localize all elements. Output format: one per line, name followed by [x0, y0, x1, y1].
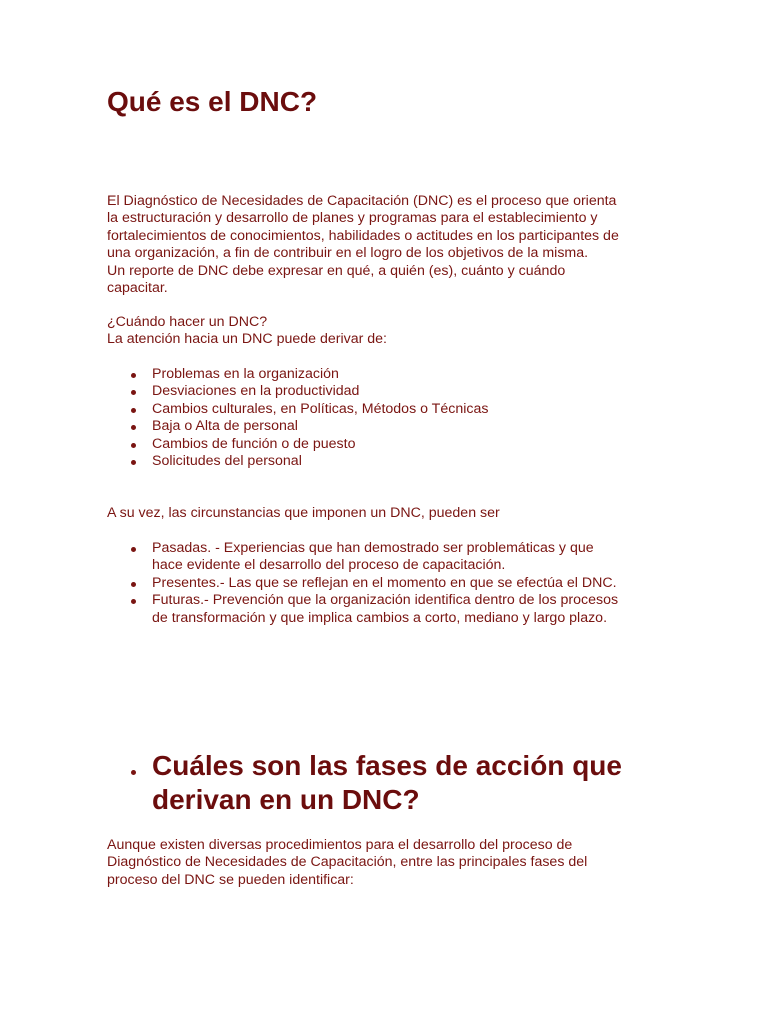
bullet-icon	[131, 425, 136, 430]
phases-line: proceso del DNC se pueden identificar:	[107, 871, 354, 888]
list-item	[107, 436, 488, 453]
intro-line: Un reporte de DNC debe expresar en qué, a quién (es), cuánto y cuándo	[107, 262, 566, 279]
list-item	[107, 383, 488, 400]
cause-text: Cambios culturales, en Políticas, Métodos o Técnicas	[152, 400, 489, 417]
cause-text: Cambios de función o de puesto	[152, 435, 356, 452]
heading-line: Cuáles son las fases de acción que	[152, 750, 622, 781]
intro-line: la estructuración y desarrollo de planes y programas para el establecimiento y	[107, 210, 598, 227]
circumstance-line: de transformación y que implica cambios a corto, mediano y largo plazo.	[152, 609, 608, 626]
cause-text: Problemas en la organización	[152, 366, 339, 382]
bullet-icon	[131, 373, 136, 378]
intro-line: fortalecimientos de conocimientos, habilidades o actitudes en los participantes de	[107, 227, 619, 244]
list-item	[107, 592, 618, 627]
phases-paragraph	[107, 837, 587, 889]
circumstance-line: Pasadas. - Experiencias que han demostrado ser problemáticas y que	[152, 540, 594, 556]
list-item	[107, 453, 488, 470]
bullet-icon	[131, 547, 136, 552]
circumstances-list	[107, 540, 618, 627]
intro-paragraph	[107, 193, 619, 297]
bullet-icon	[131, 582, 136, 587]
when-paragraph	[107, 314, 387, 349]
intro-line: El Diagnóstico de Necesidades de Capacitación (DNC) es el proceso que orienta	[107, 193, 617, 209]
bullet-icon	[131, 599, 136, 604]
section-heading	[107, 749, 622, 817]
phases-line: Diagnóstico de Necesidades de Capacitación, entre las principales fases del	[107, 854, 588, 871]
heading-line: derivan en un DNC?	[152, 784, 420, 815]
intro-line: capacitar.	[107, 280, 168, 297]
cause-text: Solicitudes del personal	[152, 453, 302, 470]
bullet-icon	[131, 443, 136, 448]
when-question: ¿Cuándo hacer un DNC?	[107, 314, 268, 330]
bullet-icon	[131, 460, 136, 465]
list-item	[107, 366, 488, 383]
when-intro: La atención hacia un DNC puede derivar de:	[107, 331, 387, 348]
causes-list	[107, 366, 488, 470]
page-title: Qué es el DNC?	[107, 86, 318, 117]
bullet-icon	[131, 390, 136, 395]
circumstance-line: Futuras.- Prevención que la organización identifica dentro de los procesos	[152, 592, 619, 609]
cause-text: Desviaciones en la productividad	[152, 383, 360, 400]
cause-text: Baja o Alta de personal	[152, 418, 298, 435]
circumstance-line: Presentes.- Las que se reflejan en el momento en que se efectúa el DNC.	[152, 574, 617, 591]
bullet-icon	[131, 408, 136, 413]
list-item	[107, 401, 488, 418]
list-item	[107, 418, 488, 435]
circumstance-line: hace evidente el desarrollo del proceso de capacitación.	[152, 557, 506, 574]
circumstances-intro: A su vez, las circunstancias que imponen un DNC, pueden ser	[107, 505, 500, 521]
bullet-icon	[131, 770, 136, 775]
intro-line: una organización, a fin de contribuir en el logro de los objetivos de la misma.	[107, 245, 589, 262]
list-item	[107, 575, 618, 592]
phases-line: Aunque existen diversas procedimientos para el desarrollo del proceso de	[107, 837, 573, 853]
list-item	[107, 540, 618, 575]
